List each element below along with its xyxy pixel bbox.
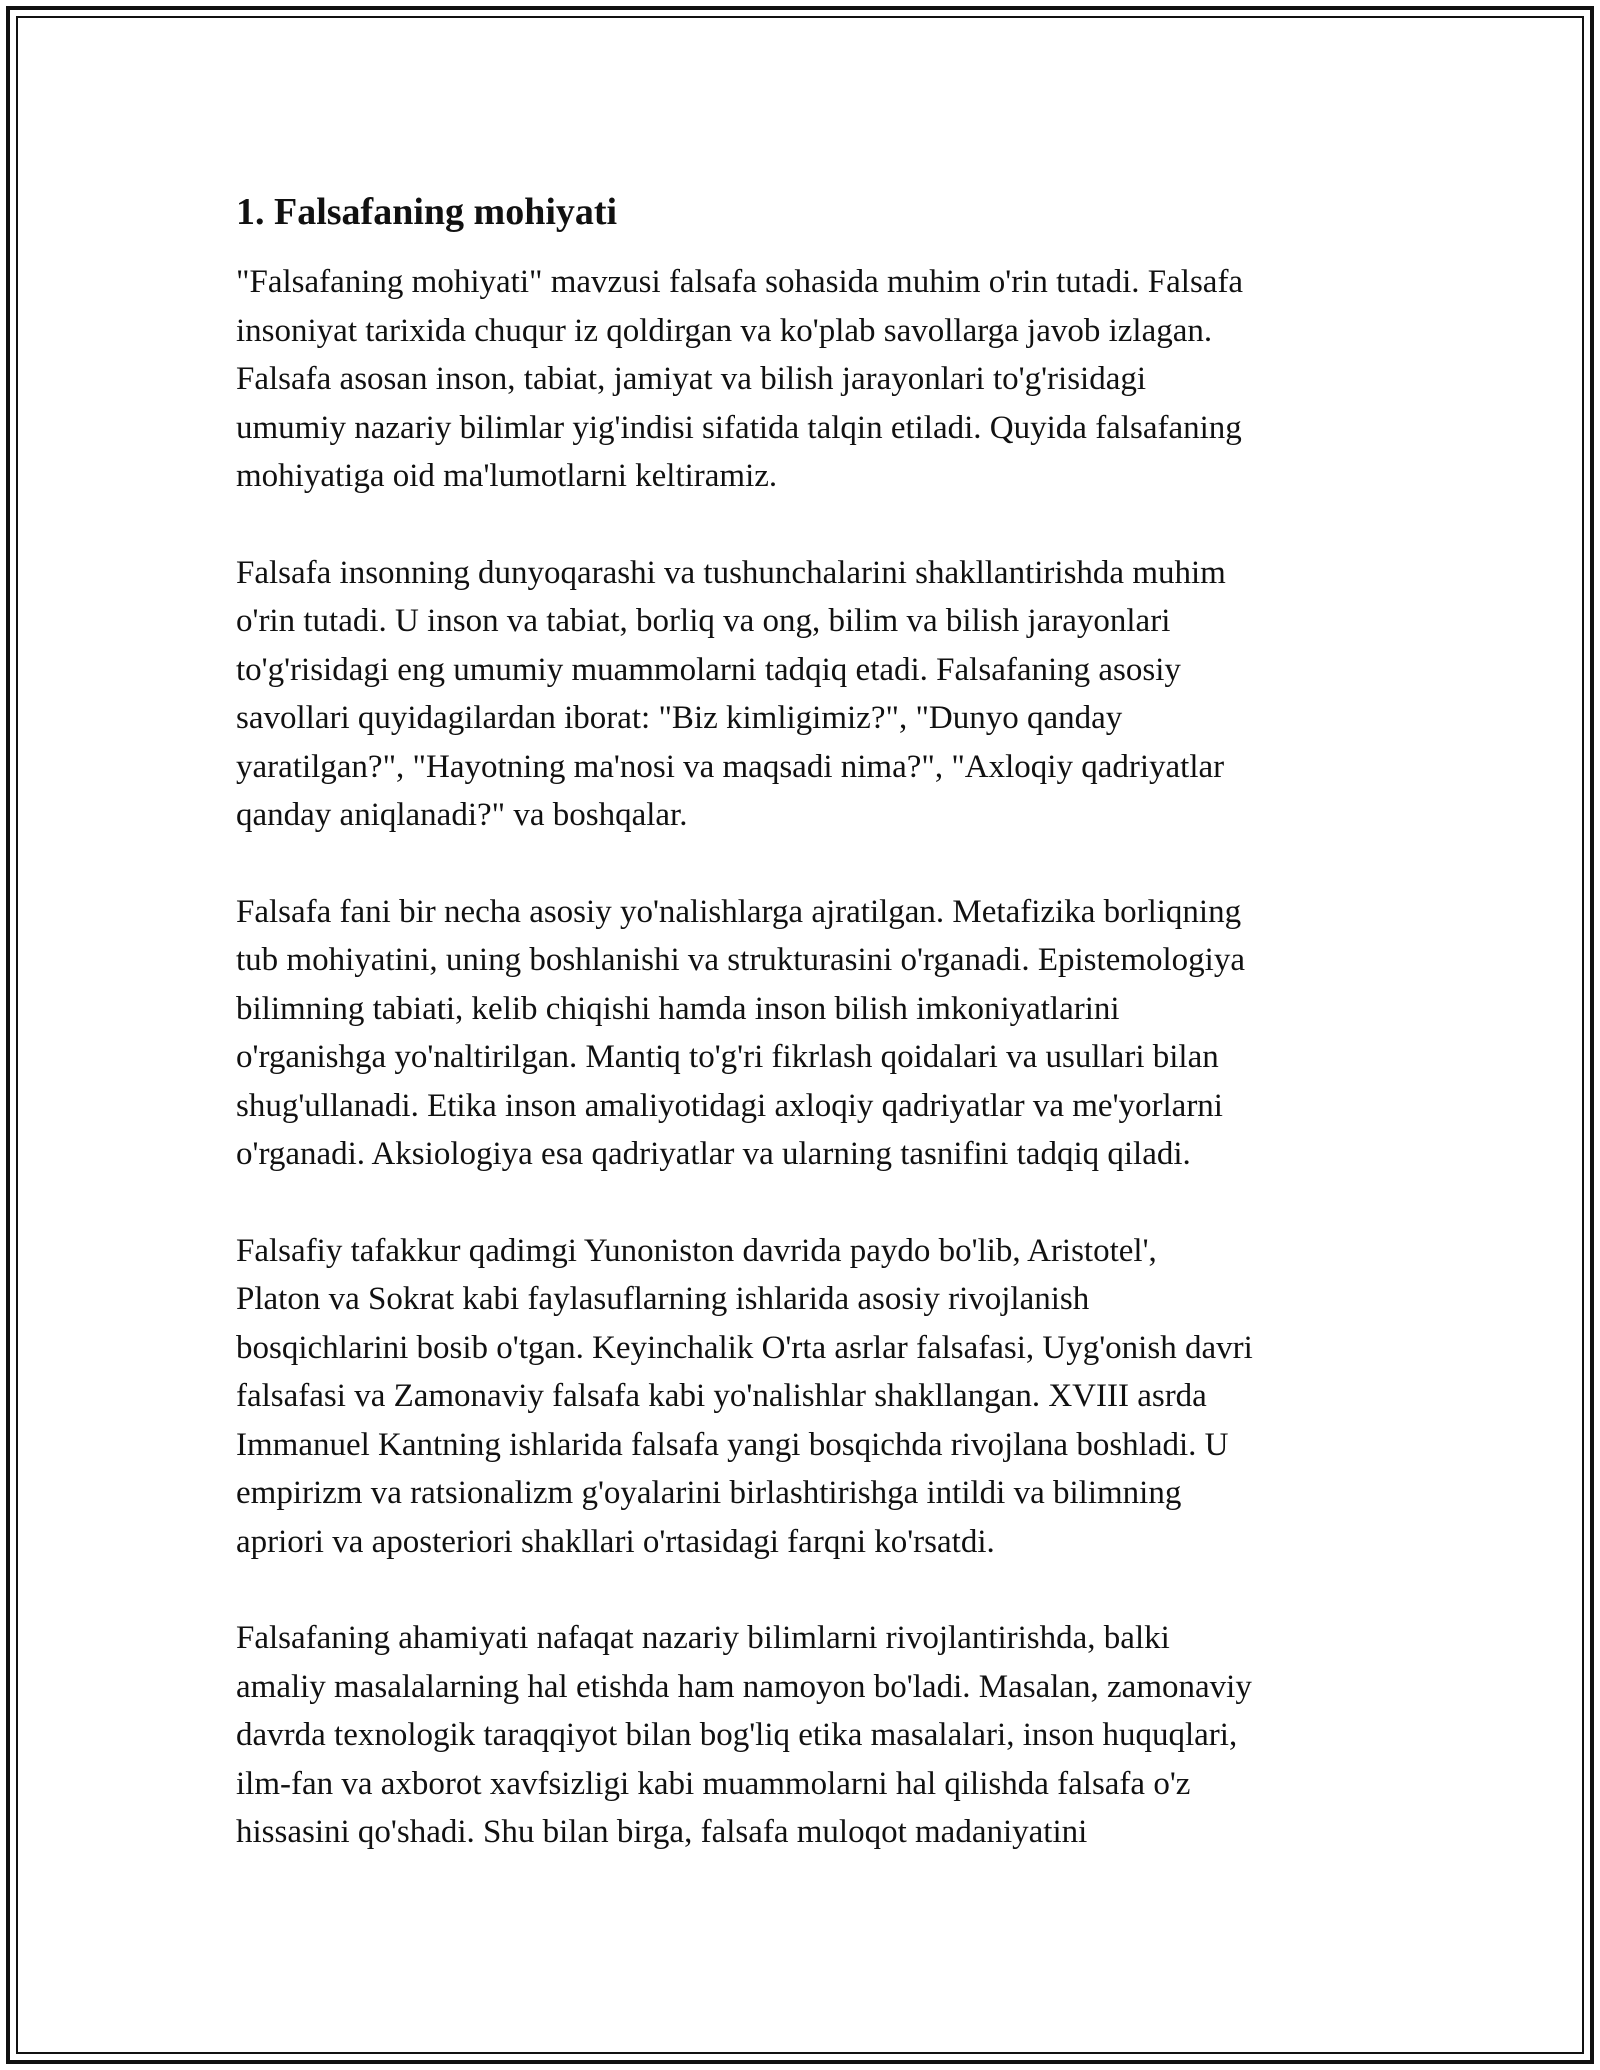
text-line: umumiy nazariy bilimlar yig'indisi sifatida talqin etiladi. Quyida falsafaning xyxy=(236,409,1242,446)
text-line: Falsafa asosan inson, tabiat, jamiyat va bilish jarayonlari to'g'risidagi xyxy=(236,361,1147,397)
text-line: o'rganishga yo'naltirilgan. Mantiq to'g'ri fikrlash qoidalari va usullari bilan xyxy=(236,1039,1219,1075)
text-line: to'g'risidagi eng umumiy muammolarni tadqiq etadi. Falsafaning asosiy xyxy=(236,651,1181,688)
text-line: Platon va Sokrat kabi faylasuflarning ishlarida asosiy rivojlanish xyxy=(236,1281,1090,1317)
text-line: qanday aniqlanadi?" va boshqalar. xyxy=(236,797,688,833)
text-line: falsafasi va Zamonaviy falsafa kabi yo'nalishlar shakllangan. XVIII asrda xyxy=(236,1378,1207,1414)
text-line: savollari quyidagilardan iborat: "Biz kimligimiz?", "Dunyo qanday xyxy=(236,700,1123,736)
text-line: apriori va aposteriori shakllari o'rtasidagi farqni ko'rsatdi. xyxy=(236,1523,995,1560)
paragraph-1 xyxy=(236,258,1366,501)
text-line: Immanuel Kantning ishlarida falsafa yangi bosqichda rivojlana boshladi. U xyxy=(236,1426,1229,1463)
text-line: Falsafiy tafakkur qadimgi Yunoniston davrida paydo bo'lib, Aristotel', xyxy=(236,1232,1157,1269)
paragraph-4 xyxy=(236,1227,1366,1567)
text-line: o'rganadi. Aksiologiya esa qadriyatlar va ularning tasnifini tadqiq qiladi. xyxy=(236,1136,1191,1172)
text-line: bilimning tabiati, kelib chiqishi hamda inson bilish imkoniyatlarini xyxy=(236,990,1120,1027)
text-line: insoniyat tarixida chuqur iz qoldirgan va ko'plab savollarga javob izlagan. xyxy=(236,312,1213,349)
text-line: davrda texnologik taraqqiyot bilan bog'liq etika masalalari, inson huquqlari, xyxy=(236,1717,1238,1753)
paragraph-2 xyxy=(236,549,1366,840)
text-line: yaratilgan?", "Hayotning ma'nosi va maqsadi nima?", "Axloqiy qadriyatlar xyxy=(236,748,1225,785)
text-line: hissasini qo'shadi. Shu bilan birga, falsafa muloqot madaniyatini xyxy=(236,1814,1088,1850)
text-line: shug'ullanadi. Etika inson amaliyotidagi axloqiy qadriyatlar va me'yorlarni xyxy=(236,1087,1223,1124)
paragraph-5 xyxy=(236,1614,1366,1857)
text-line: Falsafa insonning dunyoqarashi va tushunchalarini shakllantirishda muhim xyxy=(236,554,1226,591)
text-line: Falsafa fani bir necha asosiy yo'nalishlarga ajratilgan. Metafizika borliqning xyxy=(236,893,1242,930)
text-line: ilm-fan va axborot xavfsizligi kabi muammolarni hal qilishda falsafa o'z xyxy=(236,1765,1191,1802)
text-line: amaliy masalalarning hal etishda ham namoyon bo'ladi. Masalan, zamonaviy xyxy=(236,1668,1252,1705)
text-line: bosqichlarini bosib o'tgan. Keyinchalik O'rta asrlar falsafasi, Uyg'onish davri xyxy=(236,1329,1253,1366)
document-body xyxy=(236,188,1366,1905)
text-line: mohiyatiga oid ma'lumotlarni keltiramiz. xyxy=(236,458,778,494)
paragraph-3 xyxy=(236,888,1366,1179)
text-line: o'rin tutadi. U inson va tabiat, borliq va ong, bilim va bilish jarayonlari xyxy=(236,603,1171,639)
page-title: 1. Falsafaning mohiyati xyxy=(236,191,618,233)
text-line: "Falsafaning mohiyati" mavzusi falsafa sohasida muhim o'rin tutadi. Falsafa xyxy=(236,264,1244,300)
text-line: empirizm va ratsionalizm g'oyalarini birlashtirishga intildi va bilimning xyxy=(236,1475,1182,1511)
text-line: tub mohiyatini, uning boshlanishi va strukturasini o'rganadi. Epistemologiya xyxy=(236,942,1245,978)
text-line: Falsafaning ahamiyati nafaqat nazariy bilimlarni rivojlantirishda, balki xyxy=(236,1620,1170,1656)
